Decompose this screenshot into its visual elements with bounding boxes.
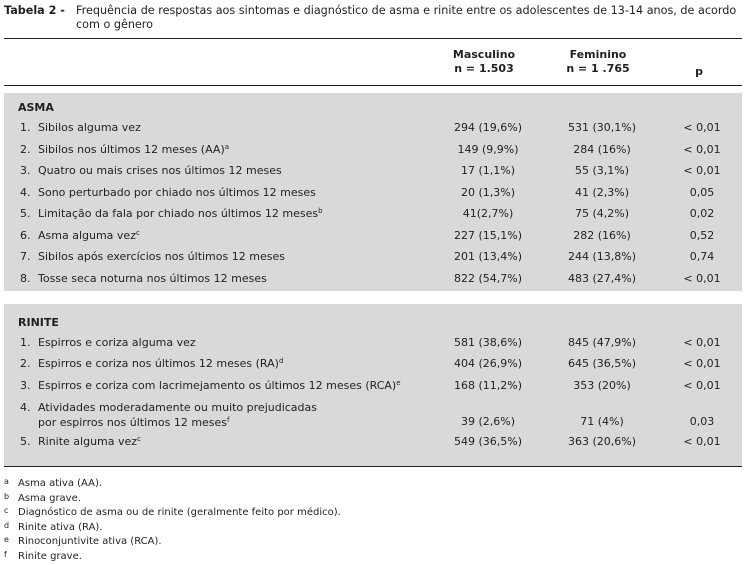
row-label-text: Espirros e coriza nos últimos 12 meses (RA)	[38, 357, 279, 370]
row-number: 8.	[20, 272, 31, 285]
cell-male: 227 (15,1%)	[453, 229, 523, 242]
header-female	[534, 48, 662, 76]
cell-p: < 0,01	[683, 379, 721, 392]
asma-row-label	[20, 272, 267, 285]
row-label-text: Sibilos nos últimos 12 meses (AA)	[38, 143, 225, 156]
asma-row-label	[20, 229, 140, 242]
asma-row	[4, 269, 742, 290]
asma-row-label	[20, 186, 316, 199]
footnote-marker: c	[137, 435, 141, 443]
row-number: 2.	[20, 143, 31, 156]
row-number: 2.	[20, 357, 31, 370]
cell-p: 0,05	[689, 186, 715, 199]
cell-female: 71 (4%)	[580, 415, 624, 428]
rinite-row-label	[20, 379, 401, 392]
rinite-row-label	[20, 336, 196, 349]
cell-female: 645 (36,5%)	[567, 357, 637, 370]
row-number: 7.	[20, 250, 31, 263]
footnote-text: Rinite grave.	[18, 550, 82, 562]
cell-p: 0,52	[689, 229, 715, 242]
header-male	[420, 48, 548, 76]
cell-female: 55 (3,1%)	[574, 164, 630, 177]
rinite-row-label	[20, 357, 283, 370]
row-label-text: Espirros e coriza com lacrimejamento os últimos 12 meses (RCA)	[38, 379, 397, 392]
cell-female: 483 (27,4%)	[567, 272, 637, 285]
caption-text: Frequência de respostas aos sintomas e diagnóstico de asma e rinite entre os adolescentes de 13-14 anos, de acordo com o gênero	[76, 4, 737, 31]
footnote-text: Diagnóstico de asma ou de rinite (geralmente feito por médico).	[18, 507, 341, 518]
top-rule	[4, 38, 742, 39]
cell-male: 17 (1,1%)	[460, 164, 516, 177]
footnote-key: f	[4, 549, 7, 559]
cell-p: < 0,01	[683, 357, 721, 370]
footnote-key: c	[4, 506, 9, 515]
row-number: 1.	[20, 336, 31, 349]
asma-row-label	[20, 207, 323, 220]
cell-female: 363 (20,6%)	[567, 435, 637, 448]
cell-female: 353 (20%)	[573, 379, 631, 392]
row-number: 4.	[20, 401, 31, 414]
footnote-marker: e	[396, 379, 401, 387]
footnote-text: Asma ativa (AA).	[18, 478, 103, 489]
rinite-row-label	[20, 400, 317, 430]
row-label-text: Espirros e coriza alguma vez	[38, 336, 196, 349]
footnote-key: d	[4, 520, 10, 530]
cell-female: 244 (13,8%)	[567, 250, 637, 263]
header-rule	[4, 85, 742, 86]
header-p: p	[695, 65, 703, 78]
cell-male: 822 (54,7%)	[453, 272, 523, 285]
asma-row	[4, 140, 742, 161]
asma-row-label	[20, 121, 141, 134]
cell-male: 149 (9,9%)	[457, 143, 519, 156]
rinite-row	[4, 354, 742, 375]
cell-female: 845 (47,9%)	[567, 336, 637, 349]
cell-p: < 0,01	[683, 435, 721, 448]
cell-male: 20 (1,3%)	[460, 186, 516, 199]
row-number: 3.	[20, 379, 31, 392]
row-number: 4.	[20, 186, 31, 199]
row-label-text: Atividades moderadamente ou muito prejudicadas	[38, 401, 318, 414]
rinite-row	[4, 432, 742, 453]
asma-row	[4, 226, 742, 247]
header-male-n: n = 1.503	[454, 62, 514, 75]
cell-female: 75 (4,2%)	[574, 207, 630, 220]
cell-p: < 0,01	[683, 121, 721, 134]
cell-male: 294 (19,6%)	[453, 121, 523, 134]
header-female-n: n = 1 .765	[566, 62, 630, 75]
rinite-row	[4, 376, 742, 397]
cell-p: < 0,01	[683, 272, 721, 285]
asma-row	[4, 161, 742, 182]
footnote-text: Rinite ativa (RA).	[18, 521, 103, 533]
asma-row-label	[20, 164, 282, 177]
caption-label: Tabela 2 -	[4, 4, 65, 17]
asma-row	[4, 247, 742, 268]
row-label-text: Limitação da fala por chiado nos últimos 12 meses	[38, 207, 319, 220]
row-label-text: Rinite alguma vez	[38, 435, 138, 448]
row-label-text: Quatro ou mais crises nos últimos 12 meses	[38, 164, 282, 177]
rinite-row	[4, 397, 742, 432]
cell-male: 581 (38,6%)	[453, 336, 523, 349]
cell-male: 201 (13,4%)	[453, 250, 523, 263]
cell-male: 549 (36,5%)	[453, 435, 523, 448]
cell-p: 0,03	[689, 415, 715, 428]
rinite-row-label	[20, 435, 141, 448]
row-number: 5.	[20, 435, 31, 448]
row-label-text: Sono perturbado por chiado nos últimos 12 meses	[38, 186, 316, 199]
footnote-text: Asma grave.	[18, 492, 81, 504]
asma-row-label	[20, 143, 229, 156]
cell-female: 284 (16%)	[573, 143, 631, 156]
cell-p: < 0,01	[683, 164, 721, 177]
header-female-label: Feminino	[569, 48, 627, 61]
cell-male: 404 (26,9%)	[453, 357, 523, 370]
footnote-marker: c	[135, 229, 140, 237]
asma-section-title: ASMA	[18, 101, 54, 114]
asma-row	[4, 183, 742, 204]
bottom-rule	[4, 466, 742, 467]
cell-p: 0,74	[689, 250, 715, 263]
cell-female: 282 (16%)	[573, 229, 631, 242]
footnote-key: a	[4, 477, 9, 486]
cell-p: < 0,01	[683, 143, 721, 156]
rinite-row	[4, 333, 742, 354]
cell-p: 0,02	[689, 207, 715, 220]
row-number: 3.	[20, 164, 31, 177]
rinite-section-title: RINITE	[18, 316, 59, 329]
header-male-label: Masculino	[452, 48, 516, 61]
cell-female: 41 (2,3%)	[574, 186, 630, 199]
footnote-item	[4, 548, 82, 564]
cell-male: 168 (11,2%)	[453, 379, 523, 392]
asma-row	[4, 118, 742, 139]
cell-male: 41(2,7%)	[462, 207, 514, 220]
cell-male: 39 (2,6%)	[460, 415, 516, 428]
asma-row	[4, 204, 742, 225]
row-label-text: Sibilos alguma vez	[38, 121, 141, 134]
row-label-text: Asma alguma vez	[38, 229, 136, 242]
footnote-text: Rinoconjuntivite ativa (RCA).	[18, 536, 162, 547]
row-number: 5.	[20, 207, 31, 220]
cell-p: < 0,01	[683, 336, 721, 349]
footnote-key: b	[4, 491, 10, 501]
footnote-marker: f	[227, 416, 230, 424]
footnote-marker: d	[278, 357, 284, 365]
row-label-text-line2: por espirros nos últimos 12 meses	[38, 416, 228, 429]
row-number: 1.	[20, 121, 31, 134]
row-number: 6.	[20, 229, 31, 242]
footnote-marker: b	[318, 207, 323, 215]
footnote-marker: a	[224, 143, 230, 151]
footnote-key: e	[4, 535, 9, 544]
row-label-text: Tosse seca noturna nos últimos 12 meses	[38, 272, 267, 285]
cell-female: 531 (30,1%)	[567, 121, 637, 134]
asma-row-label	[20, 250, 285, 263]
row-label-text: Sibilos após exercícios nos últimos 12 meses	[38, 250, 285, 263]
